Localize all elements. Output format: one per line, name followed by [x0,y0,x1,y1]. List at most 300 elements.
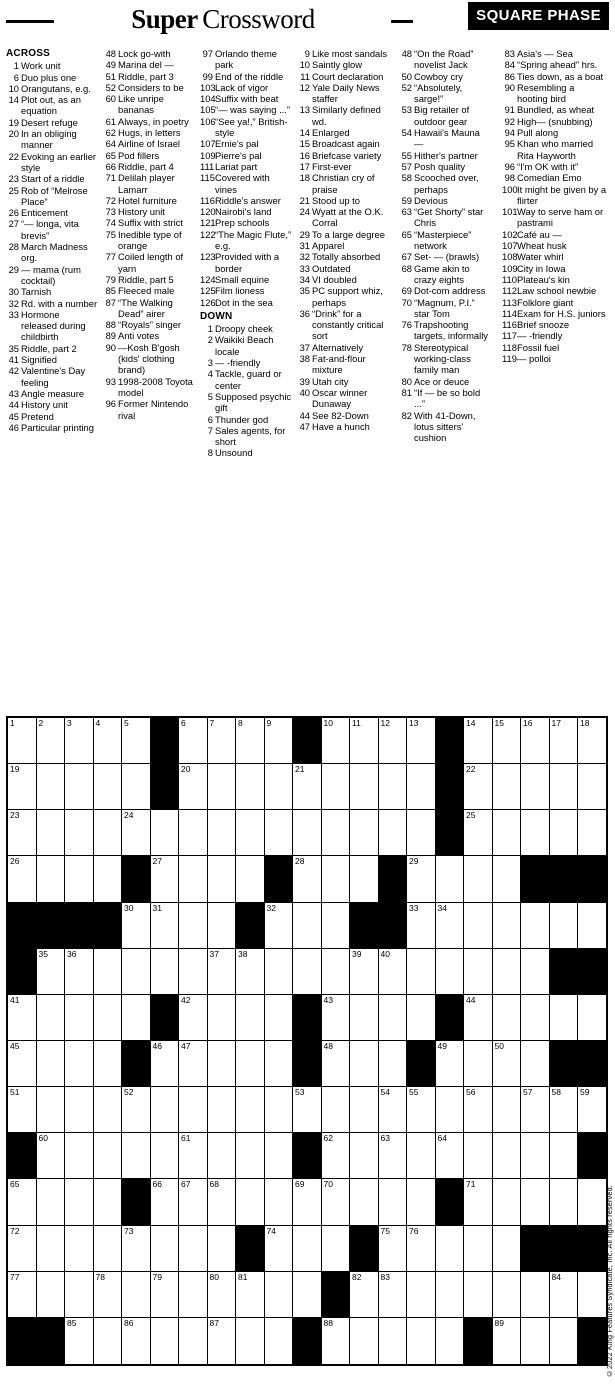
clue-item [6,422,98,433]
grid-cell[interactable] [8,1087,37,1133]
grid-cell[interactable] [379,1133,408,1179]
grid-cell[interactable] [521,1272,550,1318]
grid-cell[interactable] [37,856,66,902]
grid-cell[interactable] [122,1318,151,1364]
grid-cell[interactable] [350,718,379,764]
grid-cell[interactable] [236,995,265,1041]
clue-item [297,308,389,342]
grid-cell[interactable] [379,764,408,810]
grid-cell[interactable] [179,1133,208,1179]
clue-number: 23 [8,173,19,185]
grid-cell[interactable] [322,856,351,902]
grid-cell[interactable] [436,949,465,995]
clue-number: 22 [8,150,19,162]
grid-cell[interactable] [407,949,436,995]
grid-cell[interactable] [208,856,237,902]
clue-item [103,161,195,172]
grid-cell[interactable] [521,1041,550,1087]
grid-cell[interactable] [208,1318,237,1364]
grid-cell[interactable] [407,1272,436,1318]
grid-cell[interactable] [493,810,522,856]
grid-cell[interactable] [293,764,322,810]
grid-cell[interactable] [65,810,94,856]
grid-cell[interactable] [322,718,351,764]
grid-cell[interactable] [350,1272,379,1318]
clue-item [297,251,389,262]
clue-number: 10 [299,59,310,71]
grid-cell[interactable] [578,718,606,764]
grid-cell[interactable] [379,949,408,995]
grid-cell[interactable] [464,810,493,856]
grid-cell[interactable] [208,1179,237,1225]
grid-cell-number: 49 [437,1040,447,1051]
grid-cell[interactable] [94,995,123,1041]
grid-cell[interactable] [208,903,237,949]
grid-cell[interactable] [493,949,522,995]
grid-cell[interactable] [464,1133,493,1179]
grid-cell[interactable] [151,856,180,902]
clue-number: 83 [504,48,515,59]
grid-cell[interactable] [37,995,66,1041]
grid-cell[interactable] [521,903,550,949]
grid-cell[interactable] [322,1133,351,1179]
grid-cell[interactable] [151,903,180,949]
clue-number: 121 [200,217,216,229]
grid-cell[interactable] [37,1041,66,1087]
grid-cell[interactable] [350,1087,379,1133]
grid-cell[interactable] [122,1226,151,1272]
grid-cell[interactable] [379,1272,408,1318]
grid-cell[interactable] [379,1179,408,1225]
grid-cell[interactable] [550,1133,579,1179]
grid-cell[interactable] [322,949,351,995]
grid-cell[interactable] [578,1179,606,1225]
grid-cell-number: 43 [323,994,333,1005]
grid-cell[interactable] [94,856,123,902]
grid-cell[interactable] [493,856,522,902]
grid-cell[interactable] [65,1133,94,1179]
grid-cell[interactable] [493,1272,522,1318]
grid-cell[interactable] [464,1179,493,1225]
clue-number: 29 [8,263,19,275]
grid-cell[interactable] [265,810,294,856]
grid-cell[interactable] [208,1226,237,1272]
grid-cell[interactable] [208,1041,237,1087]
grid-cell[interactable] [350,1179,379,1225]
grid-cell[interactable] [493,764,522,810]
clue-item [399,48,491,71]
grid-cell[interactable] [350,810,379,856]
grid-cell[interactable] [350,1318,379,1364]
grid-cell[interactable] [208,1087,237,1133]
grid-cell[interactable] [464,1041,493,1087]
grid-cell[interactable] [179,1179,208,1225]
grid-cell[interactable] [208,1272,237,1318]
grid-cell[interactable] [322,1226,351,1272]
clue-item [103,48,195,59]
grid-cell-number: 26 [10,856,20,867]
grid-cell[interactable] [322,1041,351,1087]
grid-cell[interactable] [151,1272,180,1318]
grid-cell[interactable] [350,949,379,995]
grid-cell[interactable] [8,1041,37,1087]
grid-cell[interactable] [179,903,208,949]
grid-cell[interactable] [493,1133,522,1179]
grid-cell[interactable] [407,995,436,1041]
grid-cell[interactable] [8,810,37,856]
clue-item [502,274,607,285]
grid-cell[interactable] [550,1087,579,1133]
grid-cell[interactable] [578,810,606,856]
grid-cell[interactable] [151,1179,180,1225]
grid-cell[interactable] [265,1272,294,1318]
grid-cell[interactable] [493,1318,522,1364]
grid-cell[interactable] [265,764,294,810]
clue-number: 61 [105,115,116,127]
grid-cell[interactable] [521,764,550,810]
grid-cell[interactable] [464,1272,493,1318]
grid-cell[interactable] [65,995,94,1041]
grid-cell[interactable] [436,1133,465,1179]
clue-item [502,116,607,127]
grid-cell[interactable] [236,1041,265,1087]
clue-item [297,206,389,229]
grid-cell[interactable] [179,1272,208,1318]
clue-number: 119 [502,353,517,365]
grid-cell[interactable] [550,1179,579,1225]
grid-cell-number: 15 [494,718,504,728]
grid-cell[interactable] [94,1226,123,1272]
clue-item [399,285,491,296]
grid-cell[interactable] [94,1318,123,1364]
grid-cell[interactable] [350,1133,379,1179]
grid-cell[interactable] [236,949,265,995]
grid-cell[interactable] [37,1133,66,1179]
grid-cell[interactable] [407,718,436,764]
clue-text: Alternatively [312,341,364,353]
clue-text: Evoking an earlier style [21,150,97,173]
grid-cell[interactable] [179,810,208,856]
grid-cell[interactable] [578,903,606,949]
grid-cell[interactable] [265,1226,294,1272]
grid-cell[interactable] [179,1041,208,1087]
clue-item [399,150,491,161]
grid-cell[interactable] [179,1087,208,1133]
grid-cell[interactable] [350,995,379,1041]
grid-cell[interactable] [407,810,436,856]
grid-cell[interactable] [379,810,408,856]
grid-cell[interactable] [65,1272,94,1318]
grid-cell[interactable] [265,1041,294,1087]
grid-cell[interactable] [379,1041,408,1087]
grid-cell[interactable] [493,718,522,764]
grid-cell[interactable] [493,903,522,949]
grid-cell[interactable] [464,764,493,810]
grid-cell[interactable] [436,1318,465,1364]
clue-item [103,285,195,296]
grid-cell[interactable] [350,856,379,902]
grid-cell[interactable] [236,764,265,810]
clue-text: Droopy cheek [215,323,273,335]
grid-cell[interactable] [8,1226,37,1272]
grid-cell[interactable] [322,995,351,1041]
grid-cell[interactable] [122,949,151,995]
grid-cell[interactable] [8,856,37,902]
grid-cell[interactable] [236,1272,265,1318]
grid-cell-number: 4 [95,718,101,728]
grid-cell[interactable] [94,718,123,764]
grid-cell[interactable] [151,1133,180,1179]
grid-cell[interactable] [407,764,436,810]
grid-cell[interactable] [8,995,37,1041]
grid-cell[interactable] [265,949,294,995]
grid-cell[interactable] [521,995,550,1041]
grid-cell[interactable] [322,903,351,949]
clue-columns [6,48,609,708]
grid-cell[interactable] [322,1318,351,1364]
grid-cell[interactable] [436,1272,465,1318]
grid-cell[interactable] [122,718,151,764]
grid-cell[interactable] [407,1226,436,1272]
grid-cell[interactable] [521,949,550,995]
clue-item [200,323,292,334]
grid-cell[interactable] [293,1272,322,1318]
clue-item [502,82,607,105]
clue-item [297,71,389,82]
grid-cell[interactable] [236,1133,265,1179]
grid-cell[interactable] [493,1041,522,1087]
grid-cell[interactable] [65,1318,94,1364]
grid-cell[interactable] [37,1087,66,1133]
grid-cell[interactable] [179,949,208,995]
grid-cell[interactable] [37,1226,66,1272]
grid-cell[interactable] [8,1179,37,1225]
grid-cell[interactable] [521,1179,550,1225]
grid-cell[interactable] [65,856,94,902]
grid-cell[interactable] [493,1226,522,1272]
grid-cell[interactable] [464,718,493,764]
grid-cell[interactable] [65,949,94,995]
grid-cell[interactable] [550,764,579,810]
clue-item [502,285,607,296]
grid-cell[interactable] [350,764,379,810]
grid-cell[interactable] [8,1272,37,1318]
grid-cell[interactable] [179,856,208,902]
grid-cell[interactable] [94,764,123,810]
grid-cell[interactable] [293,1179,322,1225]
grid-cell[interactable] [550,1318,579,1364]
grid-cell[interactable] [578,1272,606,1318]
grid-cell[interactable] [578,995,606,1041]
grid-cell[interactable] [379,1226,408,1272]
grid-cell[interactable] [322,810,351,856]
grid-cell[interactable] [493,995,522,1041]
grid-cell[interactable] [179,718,208,764]
grid-cell[interactable] [379,718,408,764]
grid-cell[interactable] [94,810,123,856]
grid-cell[interactable] [407,903,436,949]
grid-row [8,1272,606,1318]
grid-cell[interactable] [293,1226,322,1272]
grid-cell[interactable] [37,1179,66,1225]
grid-cell[interactable] [122,1272,151,1318]
grid-cell[interactable] [521,1133,550,1179]
grid-cell[interactable] [122,903,151,949]
grid-cell[interactable] [37,718,66,764]
grid-cell[interactable] [464,1226,493,1272]
grid-cell[interactable] [65,1041,94,1087]
grid-cell[interactable] [208,810,237,856]
grid-cell-number: 68 [209,1179,219,1190]
grid-cell-number: 74 [266,1225,276,1236]
grid-cell[interactable] [208,995,237,1041]
grid-cell[interactable] [265,718,294,764]
grid-cell[interactable] [37,1272,66,1318]
grid-cell[interactable] [94,1133,123,1179]
grid-cell[interactable] [550,810,579,856]
clue-item [6,83,98,94]
grid-cell[interactable] [94,1272,123,1318]
grid-cell[interactable] [65,1226,94,1272]
grid-cell[interactable] [236,856,265,902]
grid-cell[interactable] [265,995,294,1041]
grid-cell[interactable] [550,718,579,764]
grid-row [8,1133,606,1179]
grid-cell[interactable] [464,1087,493,1133]
crossword-grid[interactable] [6,716,608,1366]
grid-cell[interactable] [550,995,579,1041]
grid-cell[interactable] [350,1041,379,1087]
clue-text: March Madness org. [21,241,88,264]
grid-cell[interactable] [179,1226,208,1272]
grid-cell[interactable] [436,1041,465,1087]
grid-cell[interactable] [8,764,37,810]
grid-cell[interactable] [407,1179,436,1225]
grid-cell[interactable] [407,1087,436,1133]
grid-cell[interactable] [179,764,208,810]
grid-cell[interactable] [293,810,322,856]
grid-cell[interactable] [521,810,550,856]
grid-cell[interactable] [122,1087,151,1133]
grid-cell[interactable] [436,1087,465,1133]
grid-cell[interactable] [521,1318,550,1364]
grid-cell[interactable] [436,1226,465,1272]
grid-cell[interactable] [65,1179,94,1225]
grid-cell[interactable] [407,1133,436,1179]
grid-cell[interactable] [293,903,322,949]
grid-cell[interactable] [436,856,465,902]
grid-cell[interactable] [493,1179,522,1225]
grid-cell[interactable] [379,995,408,1041]
grid-cell[interactable] [521,718,550,764]
grid-cell[interactable] [208,718,237,764]
grid-cell[interactable] [236,1179,265,1225]
grid-cell[interactable] [122,810,151,856]
grid-cell[interactable] [94,949,123,995]
grid-cell[interactable] [94,1087,123,1133]
grid-cell[interactable] [464,856,493,902]
grid-cell[interactable] [265,903,294,949]
grid-cell[interactable] [236,810,265,856]
clue-number: 15 [299,138,310,150]
grid-cell[interactable] [208,764,237,810]
grid-cell[interactable] [65,718,94,764]
grid-row [8,903,606,949]
grid-cell[interactable] [265,1179,294,1225]
clue-item [399,410,491,444]
grid-cell[interactable] [379,1087,408,1133]
grid-cell[interactable] [464,903,493,949]
grid-cell[interactable] [265,1133,294,1179]
grid-cell[interactable] [122,995,151,1041]
grid-cell-block [236,903,265,949]
clue-number: 9 [304,48,310,59]
grid-cell[interactable] [37,810,66,856]
grid-cell[interactable] [151,949,180,995]
grid-cell-number: 75 [380,1225,390,1236]
grid-cell[interactable] [8,718,37,764]
grid-cell[interactable] [94,1179,123,1225]
grid-cell[interactable] [322,764,351,810]
grid-cell[interactable] [407,856,436,902]
grid-cell[interactable] [151,810,180,856]
grid-cell[interactable] [322,1087,351,1133]
grid-cell[interactable] [151,1318,180,1364]
grid-cell[interactable] [322,1179,351,1225]
grid-cell[interactable] [37,764,66,810]
grid-cell[interactable] [179,1318,208,1364]
grid-cell[interactable] [151,1087,180,1133]
grid-cell[interactable] [236,1087,265,1133]
grid-cell[interactable] [265,1087,294,1133]
grid-cell[interactable] [265,1318,294,1364]
grid-cell-number: 32 [266,902,276,913]
grid-cell[interactable] [65,1087,94,1133]
grid-cell[interactable] [94,1041,123,1087]
grid-cell[interactable] [293,856,322,902]
grid-cell[interactable] [521,1087,550,1133]
grid-cell[interactable] [37,949,66,995]
grid-cell[interactable] [65,764,94,810]
grid-cell[interactable] [578,764,606,810]
grid-cell[interactable] [122,764,151,810]
grid-cell-number: 33 [409,902,419,913]
grid-cell[interactable] [464,995,493,1041]
grid-cell[interactable] [493,1087,522,1133]
grid-cell[interactable] [379,1318,408,1364]
grid-cell[interactable] [293,1087,322,1133]
grid-cell[interactable] [236,1318,265,1364]
grid-cell[interactable] [578,1087,606,1133]
grid-cell[interactable] [550,903,579,949]
clue-text: Posh quality [414,160,466,172]
grid-cell[interactable] [550,1272,579,1318]
grid-cell[interactable] [208,1133,237,1179]
grid-cell[interactable] [236,718,265,764]
grid-cell[interactable] [122,1133,151,1179]
grid-cell[interactable] [407,1318,436,1364]
grid-cell[interactable] [179,995,208,1041]
grid-cell-number: 31 [152,902,162,913]
clue-item [200,251,292,274]
grid-cell[interactable] [151,1041,180,1087]
grid-cell[interactable] [151,1226,180,1272]
grid-row [8,1318,606,1364]
grid-cell[interactable] [208,949,237,995]
grid-cell[interactable] [293,949,322,995]
grid-cell[interactable] [464,949,493,995]
grid-cell[interactable] [436,903,465,949]
